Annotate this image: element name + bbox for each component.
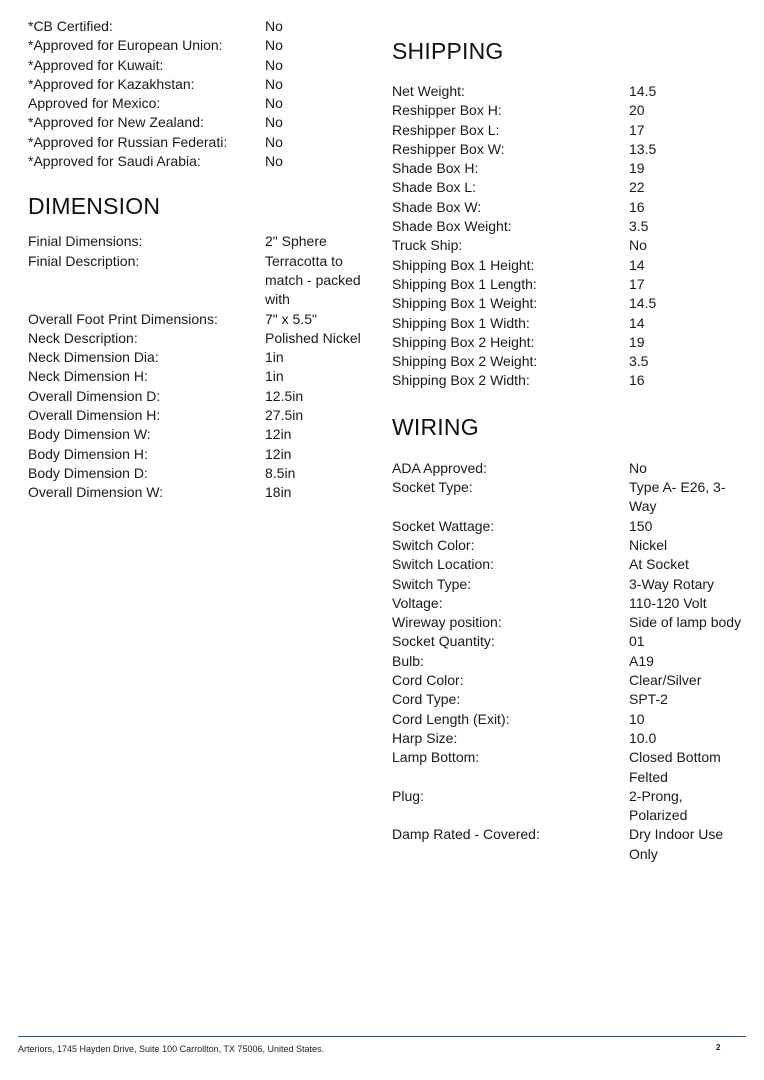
spec-row bbox=[392, 594, 742, 613]
spec-value: 110-120 Volt bbox=[629, 594, 707, 611]
spec-row bbox=[392, 198, 742, 217]
wiring-list bbox=[392, 459, 742, 864]
spec-value: No bbox=[629, 459, 647, 476]
spec-value: 16 bbox=[629, 198, 645, 215]
wiring-heading: WIRING bbox=[392, 413, 479, 440]
spec-row bbox=[28, 310, 368, 329]
spec-label: Neck Description: bbox=[28, 329, 138, 346]
spec-value: 18in bbox=[265, 484, 292, 501]
spec-row bbox=[28, 387, 368, 406]
spec-value: 19 bbox=[629, 333, 645, 350]
footer-rule bbox=[18, 1036, 746, 1037]
spec-label: Shade Box H: bbox=[392, 160, 479, 177]
spec-value: 1in bbox=[265, 368, 284, 385]
spec-row bbox=[28, 483, 368, 502]
spec-label: Lamp Bottom: bbox=[392, 749, 480, 766]
spec-value: 14.5 bbox=[629, 83, 657, 99]
spec-value: No bbox=[629, 237, 647, 254]
spec-label: Switch Color: bbox=[392, 536, 475, 553]
spec-value: 10.0 bbox=[629, 729, 657, 746]
spec-label: Neck Dimension Dia: bbox=[28, 349, 159, 366]
spec-row bbox=[28, 17, 368, 36]
spec-label: Shade Box L: bbox=[392, 179, 477, 196]
spec-label: Body Dimension H: bbox=[28, 445, 148, 462]
spec-row bbox=[392, 555, 742, 574]
spec-value: A19 bbox=[629, 652, 654, 669]
spec-label: Reshipper Box L: bbox=[392, 121, 500, 138]
spec-label: Overall Dimension H: bbox=[28, 407, 161, 424]
spec-row bbox=[392, 478, 742, 517]
spec-value: No bbox=[265, 114, 283, 131]
spec-label: *Approved for Kuwait: bbox=[28, 56, 164, 73]
spec-value: 3.5 bbox=[629, 218, 649, 235]
right-column bbox=[392, 0, 742, 864]
spec-label: Truck Ship: bbox=[392, 237, 463, 254]
spec-row bbox=[28, 113, 368, 132]
spec-value: No bbox=[265, 56, 283, 73]
spec-value: No bbox=[265, 75, 283, 92]
spec-row bbox=[392, 352, 742, 371]
spec-value: Type A- E26, 3-Way bbox=[629, 479, 726, 515]
spec-value: 7" x 5.5" bbox=[265, 310, 317, 327]
spec-label: Harp Size: bbox=[392, 729, 458, 746]
spec-row bbox=[392, 575, 742, 594]
spec-label: Wireway position: bbox=[392, 614, 502, 631]
spec-label: Body Dimension D: bbox=[28, 464, 148, 481]
spec-label: Neck Dimension H: bbox=[28, 368, 148, 385]
spec-value: No bbox=[265, 153, 283, 170]
spec-value: No bbox=[265, 133, 283, 150]
spec-row bbox=[392, 256, 742, 275]
spec-row bbox=[392, 159, 742, 178]
spec-row bbox=[392, 236, 742, 255]
spec-label: *Approved for European Union: bbox=[28, 37, 223, 54]
spec-value: Polished Nickel bbox=[265, 329, 361, 346]
spec-value: 22 bbox=[629, 179, 645, 196]
spec-row bbox=[28, 36, 368, 55]
spec-label: Net Weight: bbox=[392, 83, 465, 99]
spec-label: Cord Length (Exit): bbox=[392, 710, 510, 727]
spec-row bbox=[392, 748, 742, 787]
spec-row bbox=[392, 101, 742, 120]
spec-row bbox=[28, 406, 368, 425]
spec-label: Damp Rated - Covered: bbox=[392, 826, 540, 843]
spec-value: Nickel bbox=[629, 536, 668, 553]
spec-value: 01 bbox=[629, 633, 645, 650]
spec-label: *Approved for New Zealand: bbox=[28, 114, 204, 131]
spec-label: Switch Location: bbox=[392, 556, 494, 573]
spec-row bbox=[28, 425, 368, 444]
spec-row bbox=[28, 133, 368, 152]
spec-label: Overall Foot Print Dimensions: bbox=[28, 310, 218, 327]
spec-row bbox=[392, 671, 742, 690]
spec-value: 17 bbox=[629, 121, 645, 138]
spec-row bbox=[28, 464, 368, 483]
spec-value: Dry Indoor Use Only bbox=[629, 826, 724, 862]
footer-address: Arteriors, 1745 Hayden Drive, Suite 100 Carrollton, TX 75006, United States. bbox=[18, 1044, 324, 1054]
spec-label: Reshipper Box W: bbox=[392, 140, 505, 157]
spec-value: Clear/Silver bbox=[629, 672, 702, 689]
spec-label: Shade Box Weight: bbox=[392, 218, 512, 235]
spec-label: Shipping Box 1 Width: bbox=[392, 314, 530, 331]
spec-label: Shipping Box 2 Width: bbox=[392, 372, 530, 389]
spec-row bbox=[28, 367, 368, 386]
spec-row bbox=[392, 294, 742, 313]
spec-value: No bbox=[265, 95, 283, 112]
spec-value: 12.5in bbox=[265, 387, 304, 404]
spec-label: *Approved for Russian Federati: bbox=[28, 133, 228, 150]
spec-row bbox=[392, 140, 742, 159]
dimension-heading: DIMENSION bbox=[28, 193, 161, 220]
dimension-list bbox=[28, 232, 368, 502]
spec-label: Shipping Box 1 Length: bbox=[392, 275, 537, 292]
spec-value: Closed Bottom Felted bbox=[629, 749, 721, 785]
spec-row bbox=[392, 121, 742, 140]
spec-value: Terracotta to match - packed with bbox=[265, 252, 361, 308]
spec-value: 16 bbox=[629, 372, 645, 389]
spec-row bbox=[392, 217, 742, 236]
spec-value: 3-Way Rotary bbox=[629, 575, 715, 592]
spec-value: 19 bbox=[629, 160, 645, 177]
page-number: 2 bbox=[716, 1043, 721, 1052]
spec-value: 12in bbox=[265, 445, 292, 462]
spec-label: Shipping Box 1 Height: bbox=[392, 256, 535, 273]
spec-row bbox=[28, 56, 368, 75]
spec-label: Socket Type: bbox=[392, 479, 473, 496]
spec-label: Cord Color: bbox=[392, 672, 464, 689]
spec-value: 12in bbox=[265, 426, 292, 443]
spec-row bbox=[392, 314, 742, 333]
spec-row bbox=[28, 152, 368, 171]
spec-label: *Approved for Saudi Arabia: bbox=[28, 153, 201, 170]
spec-row bbox=[392, 825, 742, 864]
spec-value: 17 bbox=[629, 275, 645, 292]
spec-value: No bbox=[265, 18, 283, 34]
spec-row bbox=[392, 613, 742, 632]
spec-label: Plug: bbox=[392, 787, 424, 804]
spec-value: 20 bbox=[629, 102, 645, 119]
spec-row bbox=[392, 82, 742, 101]
spec-row bbox=[28, 252, 368, 310]
spec-value: Side of lamp body bbox=[629, 614, 742, 631]
shipping-list bbox=[392, 82, 742, 391]
spec-label: Socket Quantity: bbox=[392, 633, 495, 650]
spec-label: Voltage: bbox=[392, 594, 443, 611]
spec-row bbox=[392, 275, 742, 294]
spec-row bbox=[28, 75, 368, 94]
spec-label: Shade Box W: bbox=[392, 198, 482, 215]
spec-value: 8.5in bbox=[265, 464, 296, 481]
spec-label: Reshipper Box H: bbox=[392, 102, 502, 119]
spec-label: *Approved for Kazakhstan: bbox=[28, 75, 195, 92]
approvals-list bbox=[28, 17, 368, 171]
spec-value: 3.5 bbox=[629, 353, 649, 370]
spec-label: Socket Wattage: bbox=[392, 517, 495, 534]
spec-value: 10 bbox=[629, 710, 645, 727]
spec-row bbox=[28, 232, 368, 251]
spec-value: 1in bbox=[265, 349, 284, 366]
spec-label: Switch Type: bbox=[392, 575, 472, 592]
spec-value: No bbox=[265, 37, 283, 54]
spec-row bbox=[392, 632, 742, 651]
spec-row bbox=[28, 329, 368, 348]
spec-row bbox=[392, 333, 742, 352]
spec-value: 27.5in bbox=[265, 407, 304, 424]
shipping-heading: SHIPPING bbox=[392, 38, 504, 64]
spec-row bbox=[392, 652, 742, 671]
spec-row bbox=[392, 729, 742, 748]
spec-row bbox=[392, 787, 742, 826]
spec-label: Bulb: bbox=[392, 652, 424, 669]
spec-value: 2" Sphere bbox=[265, 233, 327, 250]
spec-row bbox=[392, 517, 742, 536]
spec-label: Finial Description: bbox=[28, 252, 140, 269]
left-column bbox=[28, 0, 368, 503]
spec-value: 2-Prong, Polarized bbox=[629, 787, 688, 824]
spec-row bbox=[392, 178, 742, 197]
spec-value: SPT-2 bbox=[629, 691, 668, 708]
spec-row bbox=[392, 690, 742, 709]
spec-row bbox=[28, 94, 368, 113]
spec-label: Shipping Box 2 Height: bbox=[392, 333, 535, 350]
spec-value: 14 bbox=[629, 314, 645, 331]
spec-label: ADA Approved: bbox=[392, 459, 487, 476]
spec-value: 14 bbox=[629, 256, 645, 273]
spec-label: Cord Type: bbox=[392, 691, 461, 708]
spec-row bbox=[28, 348, 368, 367]
spec-value: 14.5 bbox=[629, 295, 657, 312]
spec-label: Body Dimension W: bbox=[28, 426, 151, 443]
spec-label: Overall Dimension D: bbox=[28, 387, 161, 404]
spec-label: Shipping Box 2 Weight: bbox=[392, 353, 538, 370]
spec-label: *CB Certified: bbox=[28, 18, 113, 34]
spec-row bbox=[392, 459, 742, 478]
spec-row bbox=[392, 371, 742, 390]
spec-label: Approved for Mexico: bbox=[28, 95, 161, 112]
spec-row bbox=[392, 710, 742, 729]
spec-value: At Socket bbox=[629, 556, 689, 573]
spec-value: 13.5 bbox=[629, 140, 657, 157]
spec-value: 150 bbox=[629, 517, 653, 534]
spec-label: Overall Dimension W: bbox=[28, 484, 164, 501]
spec-label: Finial Dimensions: bbox=[28, 233, 143, 250]
spec-label: Shipping Box 1 Weight: bbox=[392, 295, 538, 312]
spec-row bbox=[392, 536, 742, 555]
spec-row bbox=[28, 445, 368, 464]
